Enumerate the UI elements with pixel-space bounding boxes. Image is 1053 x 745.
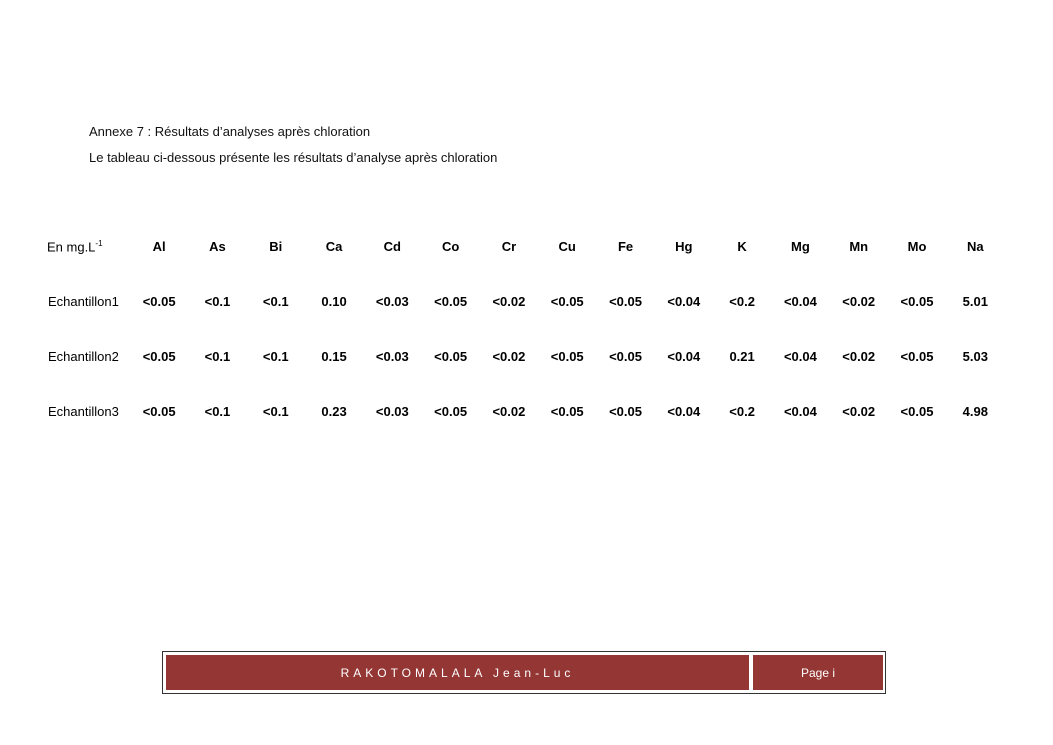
unit-exponent: -1 bbox=[95, 238, 103, 248]
table-cell: <0.1 bbox=[262, 404, 289, 419]
column-header: Mo bbox=[907, 239, 927, 254]
table-cell: 5.01 bbox=[962, 294, 988, 309]
table-cell: <0.04 bbox=[667, 294, 701, 309]
table-cell: <0.04 bbox=[667, 349, 701, 364]
table-cell: <0.05 bbox=[142, 349, 176, 364]
table-cell: 4.98 bbox=[962, 404, 988, 419]
table-cell: <0.05 bbox=[609, 294, 642, 309]
footer-author: RAKOTOMALALA Jean-Luc bbox=[166, 655, 749, 690]
column-header: Co bbox=[441, 239, 460, 254]
table-cell: <0.05 bbox=[900, 349, 934, 364]
table-cell: <0.04 bbox=[783, 404, 817, 419]
sample-label: Echantillon2 bbox=[48, 349, 119, 364]
column-header: Cu bbox=[558, 239, 576, 254]
table-cell: <0.02 bbox=[842, 404, 876, 419]
table-cell: <0.05 bbox=[434, 404, 468, 419]
table-row bbox=[42, 384, 1004, 439]
column-header: Mn bbox=[849, 239, 869, 254]
footer-page-number: Page i bbox=[753, 655, 883, 690]
table-cell: <0.02 bbox=[842, 294, 876, 309]
column-header: Fe bbox=[617, 239, 634, 254]
table-cell: <0.03 bbox=[375, 294, 409, 309]
column-header: K bbox=[737, 239, 747, 254]
column-header: Cd bbox=[383, 239, 401, 254]
table-cell: <0.2 bbox=[729, 294, 755, 309]
column-header: Al bbox=[152, 239, 166, 254]
unit-label: En mg.L bbox=[47, 239, 96, 255]
table-cell: <0.05 bbox=[900, 404, 934, 419]
column-header: Na bbox=[966, 239, 984, 254]
table-cell: <0.05 bbox=[434, 349, 468, 364]
table-cell: <0.02 bbox=[492, 349, 526, 364]
table-cell: 0.15 bbox=[321, 349, 347, 364]
sample-label: Echantillon3 bbox=[48, 404, 119, 419]
table-row bbox=[42, 329, 1004, 384]
table-cell: <0.03 bbox=[375, 349, 409, 364]
table-cell: <0.05 bbox=[609, 349, 642, 364]
sample-label: Echantillon1 bbox=[48, 294, 119, 309]
table-cell: 0.23 bbox=[321, 404, 347, 419]
table-cell: <0.02 bbox=[842, 349, 876, 364]
table-cell: <0.2 bbox=[729, 404, 755, 419]
table-cell: <0.05 bbox=[550, 294, 584, 309]
table-cell: <0.05 bbox=[900, 294, 934, 309]
unit-header bbox=[42, 219, 130, 274]
column-header: As bbox=[209, 239, 226, 254]
column-header: Mg bbox=[791, 239, 810, 254]
table-cell: <0.1 bbox=[262, 294, 289, 309]
column-header: Hg bbox=[675, 239, 693, 254]
column-header: Cr bbox=[501, 239, 517, 254]
results-table bbox=[42, 219, 1004, 439]
column-header: Ca bbox=[325, 239, 343, 254]
table-cell: <0.05 bbox=[142, 404, 176, 419]
table-cell: 0.21 bbox=[729, 349, 755, 364]
table-cell: <0.03 bbox=[375, 404, 409, 419]
table-cell: <0.05 bbox=[550, 404, 584, 419]
table-cell: <0.1 bbox=[204, 349, 231, 364]
table-cell: <0.04 bbox=[783, 294, 817, 309]
table-cell: <0.05 bbox=[142, 294, 176, 309]
table-cell: <0.04 bbox=[783, 349, 817, 364]
table-cell: <0.1 bbox=[204, 404, 231, 419]
table-header-row bbox=[42, 219, 1004, 274]
table-cell: 5.03 bbox=[962, 349, 988, 364]
table-cell: <0.05 bbox=[609, 404, 642, 419]
table-cell: 0.10 bbox=[321, 294, 347, 309]
column-header: Bi bbox=[269, 239, 283, 254]
table-cell: <0.02 bbox=[492, 404, 526, 419]
table-cell: <0.04 bbox=[667, 404, 701, 419]
table-cell: <0.1 bbox=[204, 294, 231, 309]
table-cell: <0.02 bbox=[492, 294, 526, 309]
table-row bbox=[42, 274, 1004, 329]
table-cell: <0.1 bbox=[262, 349, 289, 364]
table-cell: <0.05 bbox=[550, 349, 584, 364]
annex-heading: Annexe 7 : Résultats d’analyses après chloration bbox=[89, 124, 371, 139]
table-cell: <0.05 bbox=[434, 294, 468, 309]
table-description: Le tableau ci-dessous présente les résultats d’analyse après chloration bbox=[89, 150, 498, 165]
